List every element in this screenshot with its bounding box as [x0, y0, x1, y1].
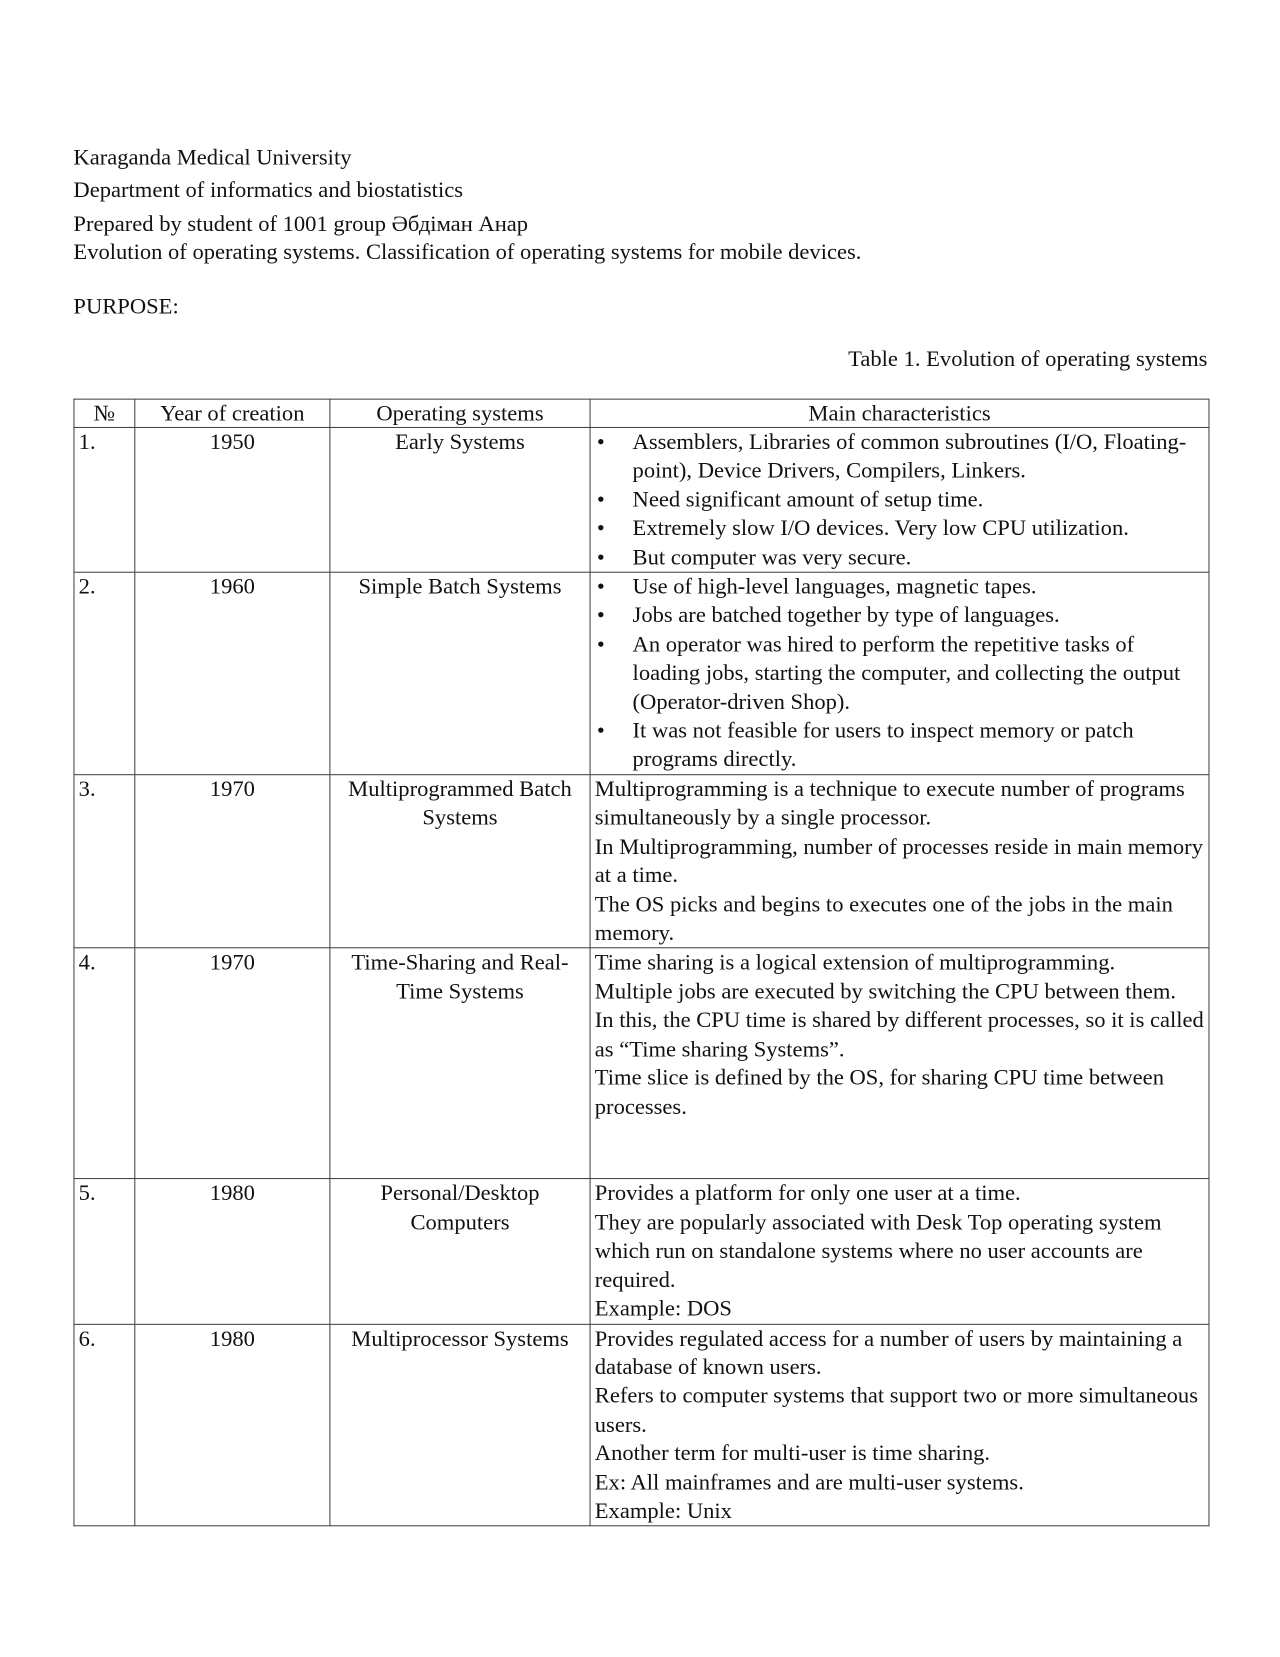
row-number: 1. — [74, 427, 135, 572]
characteristic-line: Provides a platform for only one user at a time. — [594, 1180, 1021, 1206]
os-name-cell: Time-Sharing and Real-Time Systems — [330, 948, 590, 1179]
characteristic-line: Refers to computer systems that support two or more simultaneous users. — [594, 1382, 1198, 1437]
year-cell: 1980 — [135, 1324, 330, 1526]
table-caption: Table 1. Evolution of operating systems — [848, 346, 1208, 372]
characteristic-line: Multiple jobs are executed by switching the CPU between them. — [594, 978, 1177, 1004]
characteristic-line: In Multiprogramming, number of processes reside in main memory at a time. — [594, 833, 1203, 888]
characteristic-line: They are popularly associated with Desk Top operating system which run on standalone systems where no user accounts are required. — [594, 1209, 1162, 1293]
characteristic-line: In this, the CPU time is shared by different processes, so it is called as “Time sharing Systems”. — [594, 1007, 1204, 1062]
bullet-item: • Need significant amount of setup time. — [633, 485, 1205, 514]
bullet-list — [595, 573, 1204, 774]
characteristics-cell — [590, 948, 1209, 1179]
characteristics-cell — [590, 572, 1209, 774]
bullet-item: • Assemblers, Libraries of common subroutines (I/O, Floating-point), Device Drivers, Compilers, Linkers. — [633, 428, 1205, 485]
year-cell: 1980 — [135, 1179, 330, 1324]
table-row — [74, 572, 1209, 774]
characteristic-line: Example: Unix — [594, 1497, 732, 1524]
bullet-item: • Use of high-level languages, magnetic tapes. — [633, 573, 1205, 602]
characteristic-line: The OS picks and begins to executes one of the jobs in the main memory. — [594, 891, 1173, 946]
characteristic-line: Example: DOS — [594, 1295, 732, 1321]
characteristic-line: Time sharing is a logical extension of multiprogramming. — [594, 949, 1116, 976]
characteristic-line: Another term for multi-user is time sharing. — [594, 1440, 991, 1466]
os-name-cell: Early Systems — [330, 427, 590, 572]
characteristics-cell — [590, 1179, 1209, 1324]
column-header-year: Year of creation — [135, 399, 330, 427]
os-name-cell: Multiprogrammed Batch Systems — [330, 775, 590, 949]
characteristic-line: Multiprogramming is a technique to execute number of programs simultaneously by a single processor. — [594, 776, 1185, 831]
row-number: 6. — [74, 1324, 135, 1526]
year-cell: 1960 — [135, 572, 330, 774]
table-header-row — [74, 399, 1209, 427]
prepared-by: Prepared by student of 1001 group Әбдіман Анар — [73, 210, 529, 237]
os-evolution-table — [73, 399, 1209, 1527]
os-name-cell: Personal/Desktop Computers — [330, 1179, 590, 1324]
bullet-item: • Extremely slow I/O devices. Very low CPU utilization. — [633, 514, 1205, 543]
row-number: 4. — [74, 948, 135, 1179]
topic-title: Evolution of operating systems. Classification of operating systems for mobile devices. — [73, 239, 862, 265]
table-row — [74, 427, 1209, 572]
table-row — [74, 948, 1209, 1179]
characteristics-cell — [590, 427, 1209, 572]
purpose-label: PURPOSE: — [73, 293, 179, 319]
column-header-number: № — [74, 399, 135, 427]
characteristic-line: Ex: All mainframes and are multi-user systems. — [594, 1469, 1024, 1495]
bullet-item: • Jobs are batched together by type of languages. — [633, 602, 1205, 631]
university-name: Karaganda Medical University — [73, 144, 352, 170]
bullet-item: • But computer was very secure. — [633, 543, 1205, 572]
os-name-cell: Multiprocessor Systems — [330, 1324, 590, 1526]
characteristics-cell — [590, 1324, 1209, 1526]
year-cell: 1970 — [135, 948, 330, 1179]
year-cell: 1970 — [135, 775, 330, 949]
os-name-cell: Simple Batch Systems — [330, 572, 590, 774]
table-row — [74, 1179, 1209, 1324]
department-name: Department of informatics and biostatistics — [73, 177, 464, 203]
characteristic-line: Time slice is defined by the OS, for sharing CPU time between processes. — [594, 1064, 1164, 1119]
bullet-item: • It was not feasible for users to inspect memory or patch programs directly. — [633, 717, 1205, 774]
row-number: 3. — [74, 775, 135, 949]
row-number: 2. — [74, 572, 135, 774]
column-header-characteristics: Main characteristics — [590, 399, 1209, 427]
bullet-item: • An operator was hired to perform the repetitive tasks of loading jobs, starting the computer, and collecting the output (Operator-driven Shop). — [633, 630, 1205, 716]
characteristics-cell — [590, 775, 1209, 949]
year-cell: 1950 — [135, 427, 330, 572]
column-header-os: Operating systems — [330, 399, 590, 427]
bullet-list — [595, 428, 1204, 572]
row-number: 5. — [74, 1179, 135, 1324]
characteristic-line: Provides regulated access for a number of users by maintaining a database of known users. — [594, 1325, 1183, 1380]
table-row — [74, 775, 1209, 949]
table-row — [74, 1324, 1209, 1526]
